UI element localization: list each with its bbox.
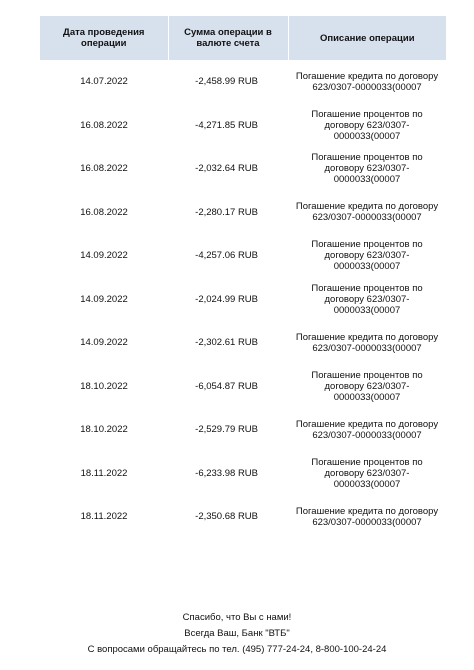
table-header xyxy=(40,16,446,60)
column-header-amount: Сумма операции в валюте счета xyxy=(168,16,288,60)
table-row xyxy=(40,278,446,322)
operation-date: 16.08.2022 xyxy=(80,163,128,175)
operation-description: Погашение процентов по договору 623/0307-0000033(00007 xyxy=(311,282,423,316)
table-row xyxy=(40,191,446,235)
operations-table xyxy=(40,16,446,539)
operation-amount: -4,257.06 RUB xyxy=(195,250,258,262)
operation-description: Погашение кредита по договору 623/0307-0000033(00007 xyxy=(295,505,439,528)
operation-date: 16.08.2022 xyxy=(80,206,128,218)
operation-date: 18.10.2022 xyxy=(80,424,128,436)
table-row xyxy=(40,234,446,278)
table-row xyxy=(40,60,446,104)
table-row xyxy=(40,365,446,409)
column-header-date: Дата проведения операции xyxy=(40,16,168,60)
operation-description: Погашение процентов по договору 623/0307-0000033(00007 xyxy=(311,239,423,273)
operation-date: 18.10.2022 xyxy=(80,380,128,392)
operation-amount: -2,280.17 RUB xyxy=(195,206,258,218)
operation-description: Погашение процентов по договору 623/0307-0000033(00007 xyxy=(311,152,423,186)
operation-description: Погашение кредита по договору 623/0307-0000033(00007 xyxy=(295,418,439,441)
operation-description: Погашение процентов по договору 623/0307-0000033(00007 xyxy=(311,456,423,490)
operation-amount: -2,529.79 RUB xyxy=(195,424,258,436)
operation-date: 14.09.2022 xyxy=(80,250,128,262)
operation-date: 14.07.2022 xyxy=(80,76,128,88)
operation-description: Погашение процентов по договору 623/0307-0000033(00007 xyxy=(311,108,423,142)
table-row xyxy=(40,321,446,365)
table-row xyxy=(40,452,446,496)
column-header-description: Описание операции xyxy=(288,16,446,60)
table-row xyxy=(40,408,446,452)
operation-amount: -2,302.61 RUB xyxy=(195,337,258,349)
operation-date: 18.11.2022 xyxy=(80,511,128,523)
footer-contacts: С вопросами обращайтесь по тел. (495) 777-24-24, 8-800-100-24-24 xyxy=(87,644,387,655)
statement-footer xyxy=(0,610,474,658)
footer-thanks: Спасибо, что Вы с нами! xyxy=(182,612,292,623)
operation-date: 14.09.2022 xyxy=(80,337,128,349)
operation-amount: -4,271.85 RUB xyxy=(195,119,258,131)
operation-amount: -2,024.99 RUB xyxy=(195,293,258,305)
operation-date: 14.09.2022 xyxy=(80,293,128,305)
table-row xyxy=(40,104,446,148)
table-row xyxy=(40,495,446,539)
operation-amount: -6,233.98 RUB xyxy=(195,467,258,479)
operation-amount: -2,350.68 RUB xyxy=(195,511,258,523)
operation-amount: -2,458.99 RUB xyxy=(195,76,258,88)
table-body xyxy=(40,60,446,539)
table-row xyxy=(40,147,446,191)
operation-description: Погашение кредита по договору 623/0307-0000033(00007 xyxy=(295,70,439,93)
operation-amount: -6,054.87 RUB xyxy=(195,380,258,392)
operation-date: 18.11.2022 xyxy=(80,467,128,479)
operation-description: Погашение процентов по договору 623/0307-0000033(00007 xyxy=(311,369,423,403)
footer-signature: Всегда Ваш, Банк "ВТБ" xyxy=(184,628,290,639)
operation-date: 16.08.2022 xyxy=(80,119,128,131)
operation-description: Погашение кредита по договору 623/0307-0000033(00007 xyxy=(295,201,439,224)
operation-amount: -2,032.64 RUB xyxy=(195,163,258,175)
operation-description: Погашение кредита по договору 623/0307-0000033(00007 xyxy=(295,331,439,354)
